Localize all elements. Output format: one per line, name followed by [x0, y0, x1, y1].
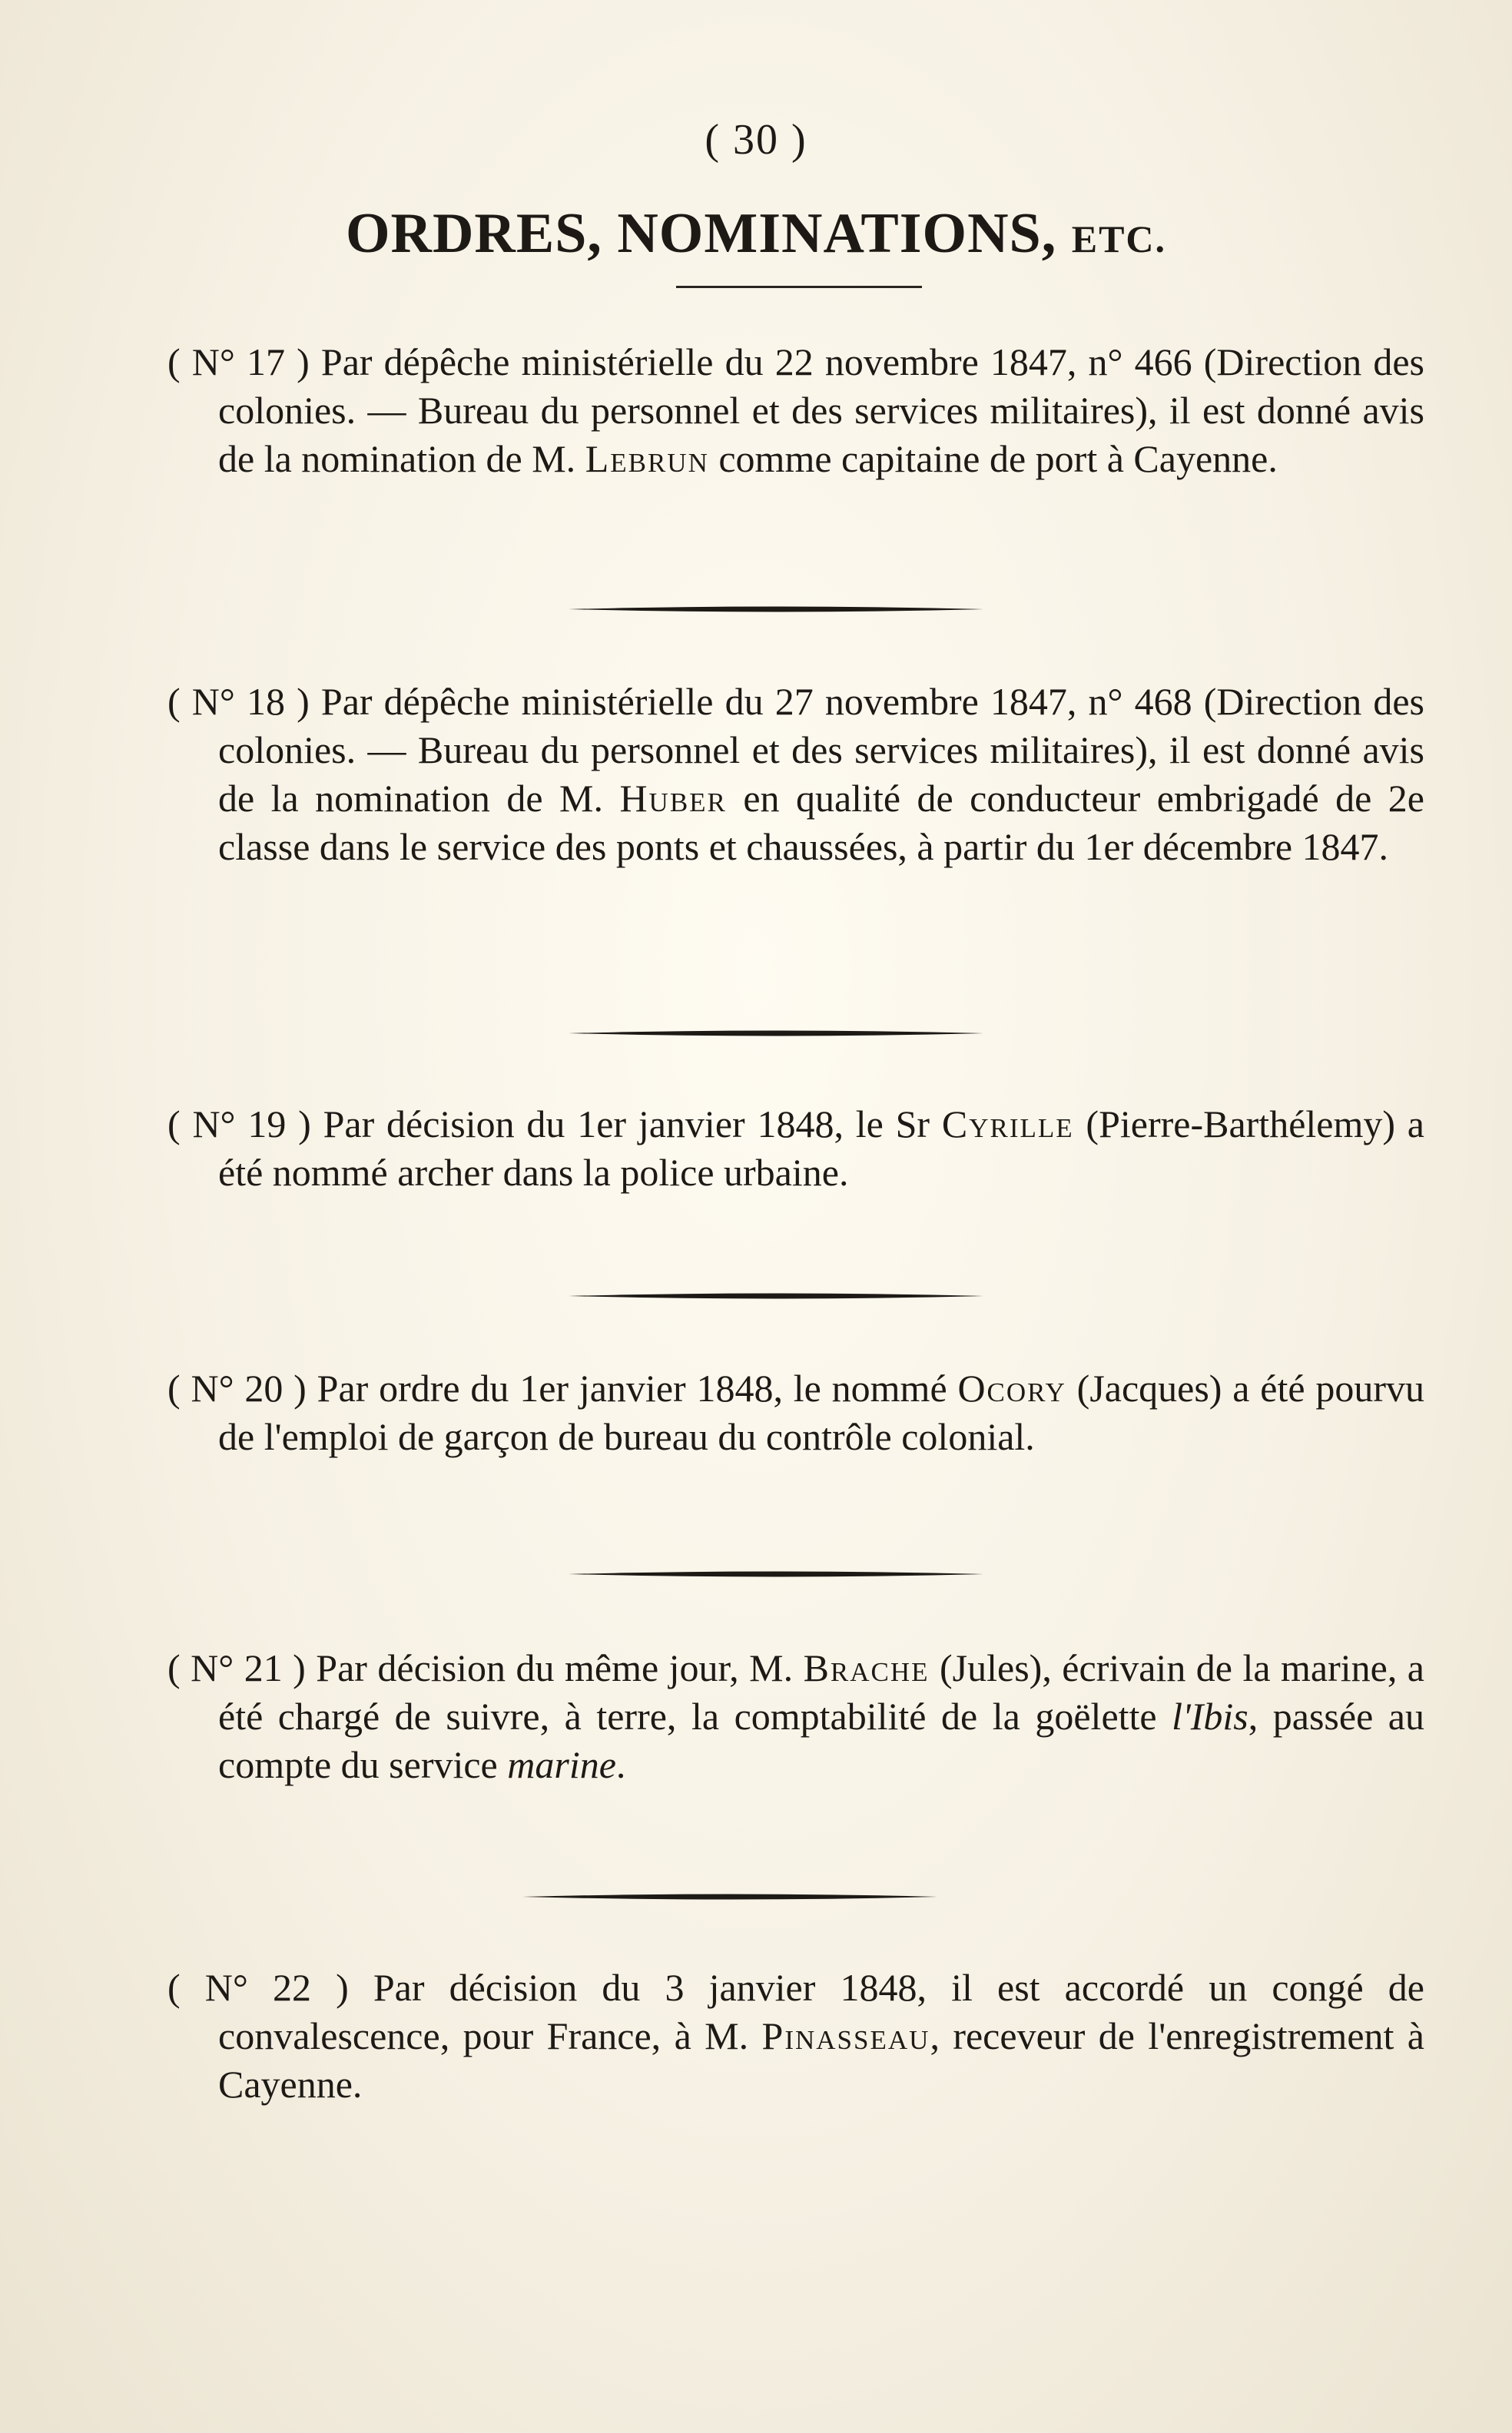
- entry-21: [167, 1644, 1424, 1789]
- page-number: ( 30 ): [705, 116, 807, 164]
- entry-number: ( N° 18 ): [167, 680, 310, 723]
- entry-number: ( N° 19 ): [167, 1102, 311, 1145]
- entry-text: Par décision du 1er janvier 1848, le Sr: [310, 1102, 942, 1145]
- divider-ornament: [569, 605, 983, 612]
- heading-underline: [676, 286, 922, 288]
- divider-ornament: [569, 1570, 983, 1576]
- entry-text: , passée au compte du service: [218, 1695, 1425, 1786]
- entry-text: Par dépêche ministérielle du 22 novembre 1847, n° 466 (Direction des colonies. — Bureau du personnel et des services militaires), il est donné avis de la nomination de M.: [218, 340, 1425, 480]
- entry-text: en qualité de conducteur embrigadé de 2e classe dans le service des ponts et chaussées, à partir du 1er décembre 1847.: [218, 777, 1424, 868]
- person-name: Huber: [619, 777, 727, 820]
- service-name: marine: [507, 1743, 616, 1786]
- divider-ornament: [522, 1893, 937, 1899]
- person-name: Pinasseau: [761, 2014, 930, 2057]
- person-name: Lebrun: [585, 437, 709, 480]
- person-name: Ocory: [957, 1367, 1066, 1410]
- entry-text: Par ordre du 1er janvier 1848, le nommé: [306, 1367, 958, 1410]
- entry-number: ( N° 17 ): [167, 340, 310, 383]
- entry-number: ( N° 22 ): [167, 1966, 349, 2009]
- entry-text: Par dépêche ministérielle du 27 novembre 1847, n° 468 (Direction des colonies. — Bureau du personnel et des services militaires), il est donné avis de la nomination de M.: [218, 680, 1425, 820]
- section-heading: [0, 201, 1512, 267]
- entry-17: [167, 338, 1424, 483]
- person-name: Cyrille: [941, 1102, 1074, 1145]
- entry-22: [167, 1964, 1424, 2109]
- section-heading-etc: ETC.: [1071, 217, 1167, 260]
- divider-ornament: [569, 1292, 983, 1298]
- ship-name: l'Ibis: [1172, 1695, 1248, 1738]
- entry-18: [167, 678, 1424, 871]
- entry-text: comme capitaine de port à Cayenne.: [708, 437, 1278, 480]
- entry-text: Par décision du 3 janvier 1848, il est accordé un congé de convalescence, pour France, à M.: [218, 1966, 1425, 2057]
- entry-text: Par décision du même jour, M.: [305, 1646, 804, 1689]
- entry-text: (Pierre-Barthélemy) a été nommé archer dans la police urbaine.: [218, 1102, 1425, 1194]
- entry-text: .: [615, 1743, 626, 1786]
- entry-text: (Jacques) a été pourvu de l'emploi de garçon de bureau du contrôle colonial.: [218, 1367, 1424, 1458]
- entry-text: , receveur de l'enregistrement à Cayenne.: [218, 2014, 1424, 2106]
- entry-20: [167, 1364, 1424, 1461]
- entry-number: ( N° 21 ): [167, 1646, 306, 1689]
- section-heading-main: ORDRES, NOMINATIONS,: [345, 202, 1057, 265]
- entry-19: [167, 1100, 1424, 1197]
- entry-text: (Jules), écrivain de la marine, a été chargé de suivre, à terre, la comptabilité de la goëlette: [218, 1646, 1424, 1738]
- entry-number: ( N° 20 ): [167, 1367, 307, 1410]
- person-name: Brache: [803, 1646, 930, 1689]
- divider-ornament: [569, 1029, 983, 1036]
